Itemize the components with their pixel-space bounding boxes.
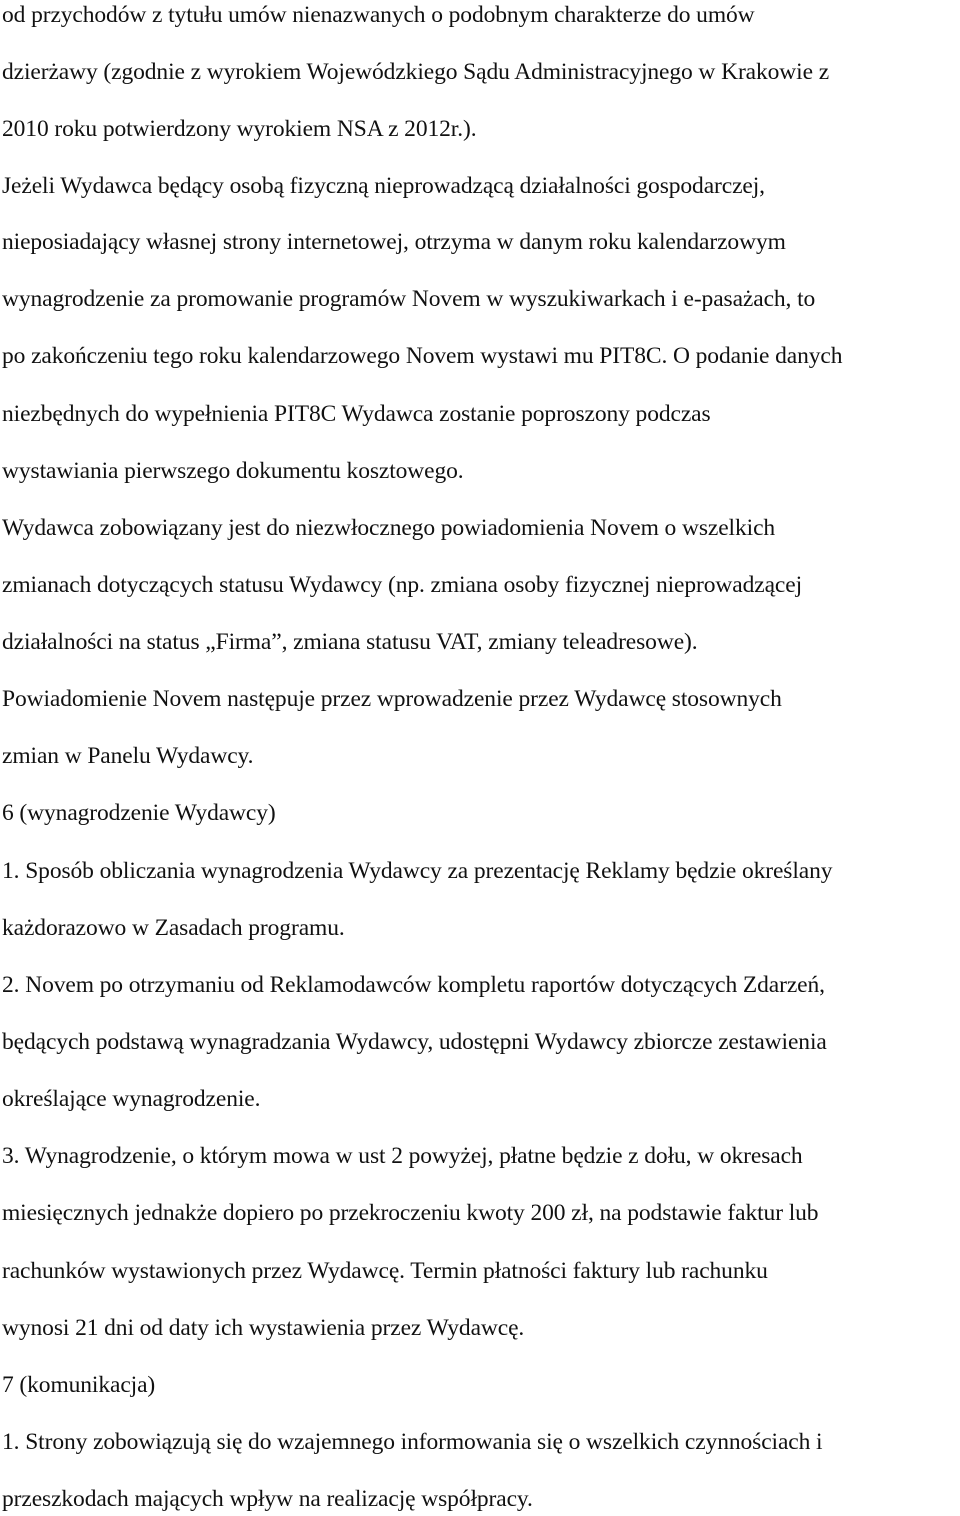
text-line: 1. Sposób obliczania wynagrodzenia Wydawcy za prezentację Reklamy będzie określany: [2, 858, 833, 884]
text-line: rachunków wystawionych przez Wydawcę. Termin płatności faktury lub rachunku: [2, 1258, 768, 1284]
text-line: wystawiania pierwszego dokumentu kosztowego.: [2, 458, 464, 484]
text-line: każdorazowo w Zasadach programu.: [2, 915, 345, 941]
text-line: po zakończeniu tego roku kalendarzowego Novem wystawi mu PIT8C. O podanie danych: [2, 343, 843, 369]
text-line: zmian w Panelu Wydawcy.: [2, 743, 254, 769]
section-heading: 6 (wynagrodzenie Wydawcy): [2, 800, 276, 826]
text-line: działalności na status „Firma”, zmiana statusu VAT, zmiany teleadresowe).: [2, 629, 698, 655]
text-line: dzierżawy (zgodnie z wyrokiem Wojewódzkiego Sądu Administracyjnego w Krakowie z: [2, 59, 830, 85]
text-line: niezbędnych do wypełnienia PIT8C Wydawca zostanie poproszony podczas: [2, 401, 711, 427]
text-line: Powiadomienie Novem następuje przez wprowadzenie przez Wydawcę stosownych: [2, 686, 782, 712]
text-line: przeszkodach mających wpływ na realizację współpracy.: [2, 1486, 533, 1512]
text-line: wynosi 21 dni od daty ich wystawienia przez Wydawcę.: [2, 1315, 525, 1341]
text-line: 3. Wynagrodzenie, o którym mowa w ust 2 powyżej, płatne będzie z dołu, w okresach: [2, 1143, 803, 1169]
text-line: będących podstawą wynagradzania Wydawcy, udostępni Wydawcy zbiorcze zestawienia: [2, 1029, 827, 1055]
text-line: Wydawca zobowiązany jest do niezwłocznego powiadomienia Novem o wszelkich: [2, 515, 776, 541]
text-line: Jeżeli Wydawca będący osobą fizyczną nieprowadzącą działalności gospodarczej,: [2, 173, 765, 199]
text-line: zmianach dotyczących statusu Wydawcy (np. zmiana osoby fizycznej nieprowadzącej: [2, 572, 803, 598]
text-line: od przychodów z tytułu umów nienazwanych o podobnym charakterze do umów: [2, 2, 755, 28]
text-line: 2010 roku potwierdzony wyrokiem NSA z 2012r.).: [2, 116, 477, 142]
text-line: 1. Strony zobowiązują się do wzajemnego informowania się o wszelkich czynnościach i: [2, 1429, 823, 1455]
text-line: nieposiadający własnej strony internetowej, otrzyma w danym roku kalendarzowym: [2, 229, 786, 255]
text-line: wynagrodzenie za promowanie programów Novem w wyszukiwarkach i e-pasażach, to: [2, 286, 816, 312]
text-line: 2. Novem po otrzymaniu od Reklamodawców kompletu raportów dotyczących Zdarzeń,: [2, 972, 825, 998]
text-line: określające wynagrodzenie.: [2, 1086, 261, 1112]
text-line: miesięcznych jednakże dopiero po przekroczeniu kwoty 200 zł, na podstawie faktur lub: [2, 1200, 819, 1226]
section-heading: 7 (komunikacja): [2, 1372, 156, 1398]
